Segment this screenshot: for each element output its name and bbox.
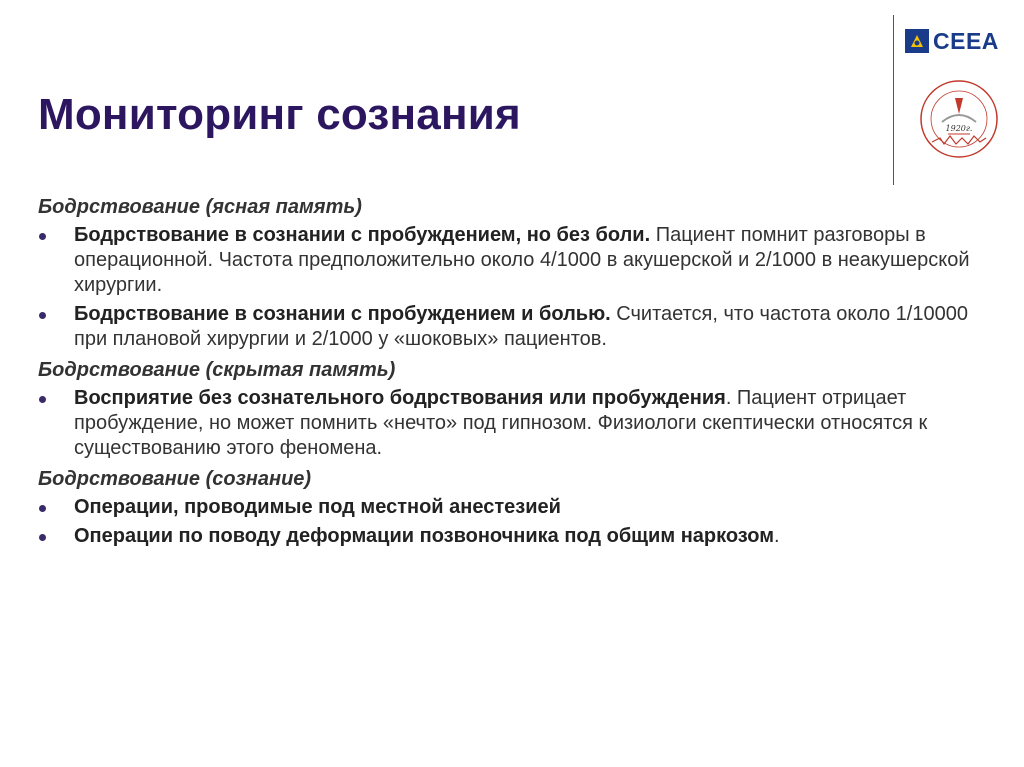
bullet-bold-text: Операции, проводимые под местной анестезией	[74, 496, 561, 518]
bullet-text: . Пациент отрицает пробуждение, но может помнить «нечто» под гипнозом. Физиологи скептически относятся к существованию этого феномена.	[74, 387, 928, 459]
section-clear-memory	[38, 195, 998, 352]
header-divider	[893, 15, 894, 185]
bullet-bold-text: Операции по поводу деформации позвоночника под общим наркозом	[74, 525, 774, 547]
section-heading: Бодрствование (ясная память)	[38, 196, 362, 218]
seal-year: 1920г.	[945, 124, 973, 133]
ceea-logo-text: CEEA	[933, 27, 999, 54]
bullet-dot-icon	[39, 505, 46, 512]
list-item	[38, 495, 998, 520]
list-item	[38, 302, 998, 352]
section-heading: Бодрствование (скрытая память)	[38, 359, 396, 381]
section-hidden-memory	[38, 358, 998, 461]
bullet-dot-icon	[39, 312, 46, 319]
university-seal-icon	[918, 78, 1000, 160]
list-item	[38, 223, 998, 298]
bullet-bold-text: Бодрствование в сознании с пробуждением и болью.	[74, 303, 611, 325]
list-item	[38, 524, 998, 549]
bullet-bold-text: Бодрствование в сознании с пробуждением, но без боли.	[74, 224, 651, 246]
bullet-dot-icon	[39, 396, 46, 403]
bullet-dot-icon	[39, 534, 46, 541]
bullet-text: Пациент помнит разговоры в операционной. Частота предположительно около 4/1000 в акушерской и 2/1000 в неакушерской хирургии.	[74, 224, 970, 296]
ceea-emblem-icon	[905, 29, 929, 53]
list-item	[38, 386, 998, 461]
bullet-list	[38, 223, 998, 352]
slide-content	[38, 195, 998, 555]
bullet-list	[38, 386, 998, 461]
bullet-text: Считается, что частота около 1/10000 при плановой хирургии и 2/1000 у «шоковых» пациентов.	[74, 303, 968, 350]
bullet-text: .	[774, 525, 780, 547]
bullet-dot-icon	[39, 233, 46, 240]
bullet-bold-text: Восприятие без сознательного бодрствования или пробуждения	[74, 387, 726, 409]
ceea-logo	[905, 26, 999, 56]
section-consciousness	[38, 467, 998, 549]
slide-title: Мониторинг сознания	[38, 90, 521, 139]
section-heading: Бодрствование (сознание)	[38, 468, 312, 490]
bullet-list	[38, 495, 998, 549]
